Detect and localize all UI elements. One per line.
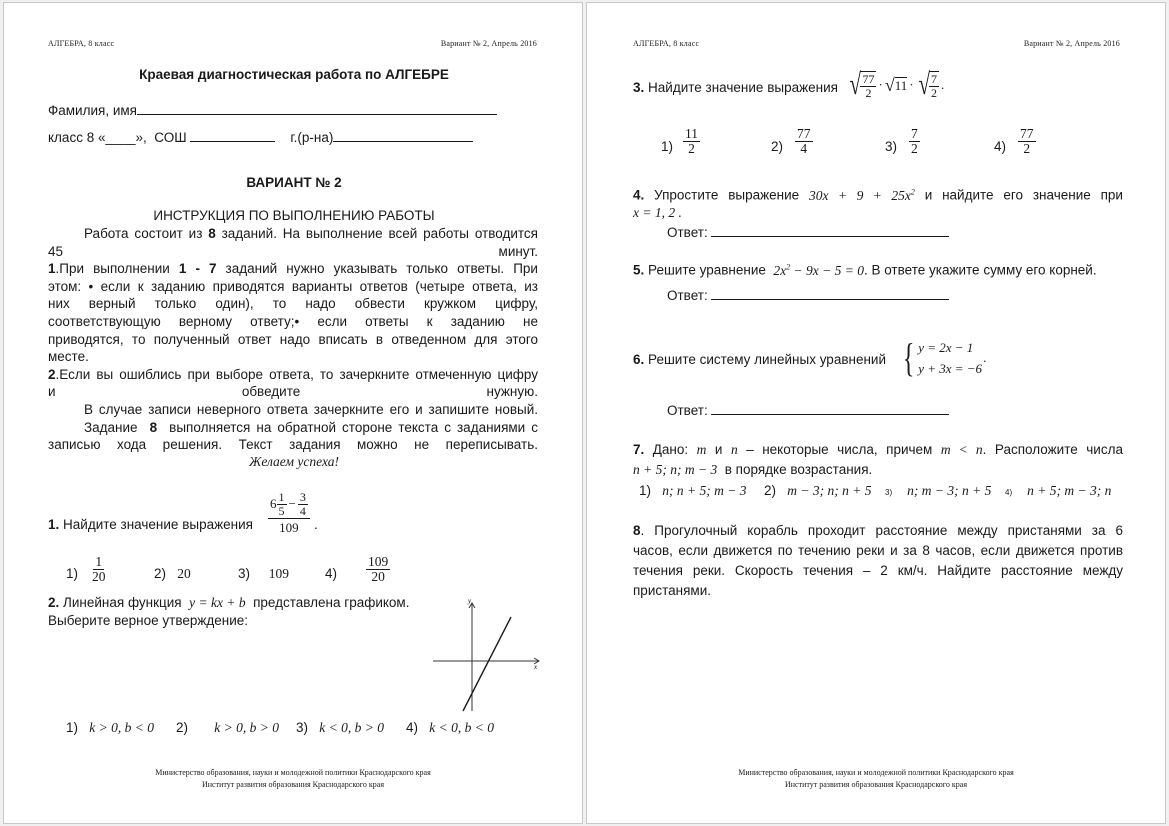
q5-number: 5. [633,262,645,278]
q6-number: 6. [633,352,645,367]
q1-answer-1-value: $\frac{1}{20}$ [92,554,106,585]
q3-number: 3. [633,80,645,95]
q1-text-row [48,517,253,532]
q3-answer-3-value: $\frac{7}{2}$ [911,126,918,157]
q4-answer-field[interactable] [711,226,949,237]
q4-number: 4. [633,187,645,203]
header-subject: АЛГЕБРА, 8 класс [48,39,115,48]
q5-answer-field[interactable] [711,289,949,300]
footer-line-2: Институт развития образования Краснодарского края [201,780,385,789]
instr-paragraph-1-end: 45 минут. [48,243,538,259]
q1-answer-4-value: $\frac{109}{20}$ [368,554,389,585]
school-field[interactable] [190,131,275,142]
name-label: Фамилия, имя [48,103,137,118]
footer-line-2-right: Институт развития образования Краснодарского края [784,780,968,789]
instr-paragraph-3: 2.Если вы ошиблись при выборе ответа, то зачеркните отмеченную цифру [48,366,538,382]
q2-graph-line [463,617,511,711]
q3-answer-4-value: $\frac{77}{2}$ [1020,126,1034,157]
q5-answer-row: Ответ: [667,288,949,303]
right-page [586,2,1166,824]
name-row [48,103,497,118]
q6-system: { y = 2x − 1 y + 3x = −6 . [902,335,987,380]
q3-answer-1[interactable]: 1) [661,139,674,154]
q4-answer-row: Ответ: [667,225,949,240]
q7-answer-4[interactable]: 4) n + 5; m − 3; n [1005,483,1112,498]
q3-answer-4[interactable]: 4) [994,139,1007,154]
name-field[interactable] [137,104,497,115]
instr-paragraph-4: В случае записи неверного ответа зачеркните его и запишите новый. [84,401,538,417]
q6-answer-field[interactable] [711,404,949,415]
q1-text: Найдите значение выражения [63,517,253,532]
q1-answer-3[interactable]: 3) 109 [238,566,290,581]
q8-text-block: 8. Прогулочный корабль проходит расстояние между пристанями за 6 часов, если движется по течению реки и за 8 часов, если движется против течения реки. Скорость течения – 2 км/ч. Найдите расстояние между пристанями. [633,523,1123,598]
q8-number: 8 [633,523,641,538]
q7-answer-3[interactable]: 3) n; m − 3; n + 5 [885,483,992,498]
q2-graph-y-label: y [468,597,472,605]
q5-formula: $2x^2 - 9x - 5 = 0$ [773,262,864,278]
q7-answer-1[interactable]: 1) n; n + 5; m − 3 [639,483,747,498]
q2-text-line2: Выберите верное утверждение: [48,613,249,628]
q2-text-row: 2. Линейная функция y = kx + b представлена графиком. [48,595,410,610]
q2-graph [429,595,549,715]
instructions-title: ИНСТРУКЦИЯ ПО ВЫПОЛНЕНИЮ РАБОТЫ [153,208,435,223]
q1-number: 1. [48,517,60,532]
q1-expression: 6 $\frac{1}{5}$ − $\frac{3}{4}$ 109 [268,491,310,536]
q2-number: 2. [48,595,60,610]
q1-answer-2[interactable]: 2) 20 [154,566,191,581]
class-label: класс 8 «____», [48,130,147,145]
footer-line-1: Министерство образования, науки и молодежной политики Краснодарского края [155,768,431,777]
q7-answer-2[interactable]: 2) m − 3; n; n + 5 [764,483,872,498]
instr-paragraph-2: 1.При выполнении 1 - 7 заданий нужно указывать только ответы. При [48,261,538,277]
q3-text-row: 3. Найдите значение выражения [633,80,838,95]
header-subject-right: АЛГЕБРА, 8 класс [633,39,700,48]
q2-formula: y = kx + b [189,595,246,610]
q6-equation-1: y = 2x − 1 [918,340,974,355]
school-label: СОШ [154,130,187,145]
q3-answer-3[interactable]: 3) [885,139,898,154]
instr-paragraph-5: Задание 8 выполняется на обратной стороне текста с заданиями с [84,419,538,435]
wish-text: Желаем успеха! [248,454,340,469]
q2-graph-x-label: x [534,663,538,671]
header-variant-date-right: Вариант № 2, Апрель 2016 [1023,39,1120,48]
district-field[interactable] [333,131,473,142]
q2-answer-2[interactable]: 2) k > 0, b > 0 [176,720,279,735]
q4-value: x = 1, 2 . [633,205,682,220]
q6-equation-2: y + 3x = −6 [918,361,983,376]
q6-answer-row: Ответ: [667,403,949,418]
q7-number: 7. [633,442,645,457]
footer-line-1-right: Министерство образования, науки и молодежной политики Краснодарского края [738,768,1014,777]
instructions-block: Работа состоит из 8 заданий. На выполнение всей работы отводится 45 минут. 1.При выполнении 1 - 7 заданий нужно указывать только ответы. При этом: • если к заданию приводятся варианты ответов (четыре ответа, из них верный только один), то надо обвести кружком цифру, соответствующую верному ответу;• если ответы к заданию не приводятся, то полученный ответ надо вписать в отведенном для этого месте. 2.Если вы ошиблись при выборе ответа, то зачеркните отмеченную цифру и обведите нужную. В случае записи неверного ответа зачеркните его и запишите новый. Задание 8 выполняется на обратной стороне текста с заданиями с записью хода решения. Текст задания можно не переписывать. [48,226,538,453]
q3-answer-1-value: $\frac{11}{2}$ [685,126,698,157]
q4-text-row: 4. Упростите выражение $30x + 9 + 25x^2$ и найдите его значение при [633,187,1123,203]
q2-answer-3[interactable]: 3) k < 0, b > 0 [296,720,384,735]
q3-expression: √ $\frac{77}{2}$ · √ 11 · √ $\frac{7}{2}$ . [849,68,945,101]
header-variant-date: Вариант № 2, Апрель 2016 [440,39,537,48]
district-label: г.(р-на) [290,130,334,145]
q1-answer-4[interactable]: 4) [325,566,338,581]
q1-answer-1[interactable]: 1) [66,566,79,581]
work-title: Краевая диагностическая работа по АЛГЕБРЕ [139,67,449,82]
left-page: АЛГЕБРА, 8 класс Вариант № 2, Апрель 2016 Краевая диагностическая работа по АЛГЕБРЕ Фамилия, имя класс 8 «____», СОШ г.(р-на) ВАРИАНТ № 2 ИНСТРУКЦИЯ ПО ВЫПОЛНЕНИЮ РАБОТЫ Работа состоит из 8 заданий. На выполнение всей работы отводится 45 минут. 1.При выполнении 1 - 7 заданий нужно указывать только ответы. При этом: • если к заданию приводятся варианты ответов (четыре ответа, из них верный только один), то надо обвести кружком цифру, соответствующую верному ответу;• если ответы к заданию не приводятся, то полученный ответ надо вписать в отведенном для этого месте. 2.Если вы ошиблись при выборе ответа, то зачеркните отмеченную цифру и обведите нужную. В случае записи неверного ответа зачеркните его и запишите новый. Задание 8 выполняется на обратной стороне текста с заданиями с записью хода решения. Текст задания можно не переписывать. Желаем успеха! 1. Найдите значение выражения 6 $\frac{1}{5}$ − $\frac{3}{4}$ 109 . 1) $\frac{1}{20}$ 2) 20 3) 109 4) $\frac{109}{20}$ 2. Линейная функция y = kx + b представлена графиком. Выберите верное утверждение: y x 1) k > 0, b < 0 2) k > 0, b > 0 3) k < 0, b > 0 4) k < 0, b < 0 Министерство образования, науки и молодежной политики Краснодарского края Институт развития образования Краснодарского края [3,2,583,824]
variant-title: ВАРИАНТ № 2 [246,175,342,190]
q7-text-row: 7. Дано: m и n – некоторые числа, причем m < n. Расположите числа [633,442,1123,457]
q7-text-line2: n + 5; n; m − 3 в порядке возрастания. [633,462,873,477]
q3-answer-2-value: $\frac{77}{4}$ [797,126,811,157]
q5-text-row: 5. Решите уравнение $2x^2 - 9x - 5 = 0$. В ответе укажите сумму его корней. [633,262,1097,278]
class-row [48,130,473,145]
q2-answer-4[interactable]: 4) k < 0, b < 0 [406,720,494,735]
q6-text-row: 6. Решите систему линейных уравнений [633,352,886,367]
q4-formula: $30x + 9 + 25x^2$ [809,187,915,203]
instr-paragraph-1: Работа состоит из 8 заданий. На выполнение всей работы отводится [84,226,538,241]
q3-answer-2[interactable]: 2) [771,139,784,154]
q2-answer-1[interactable]: 1) k > 0, b < 0 [66,720,154,735]
